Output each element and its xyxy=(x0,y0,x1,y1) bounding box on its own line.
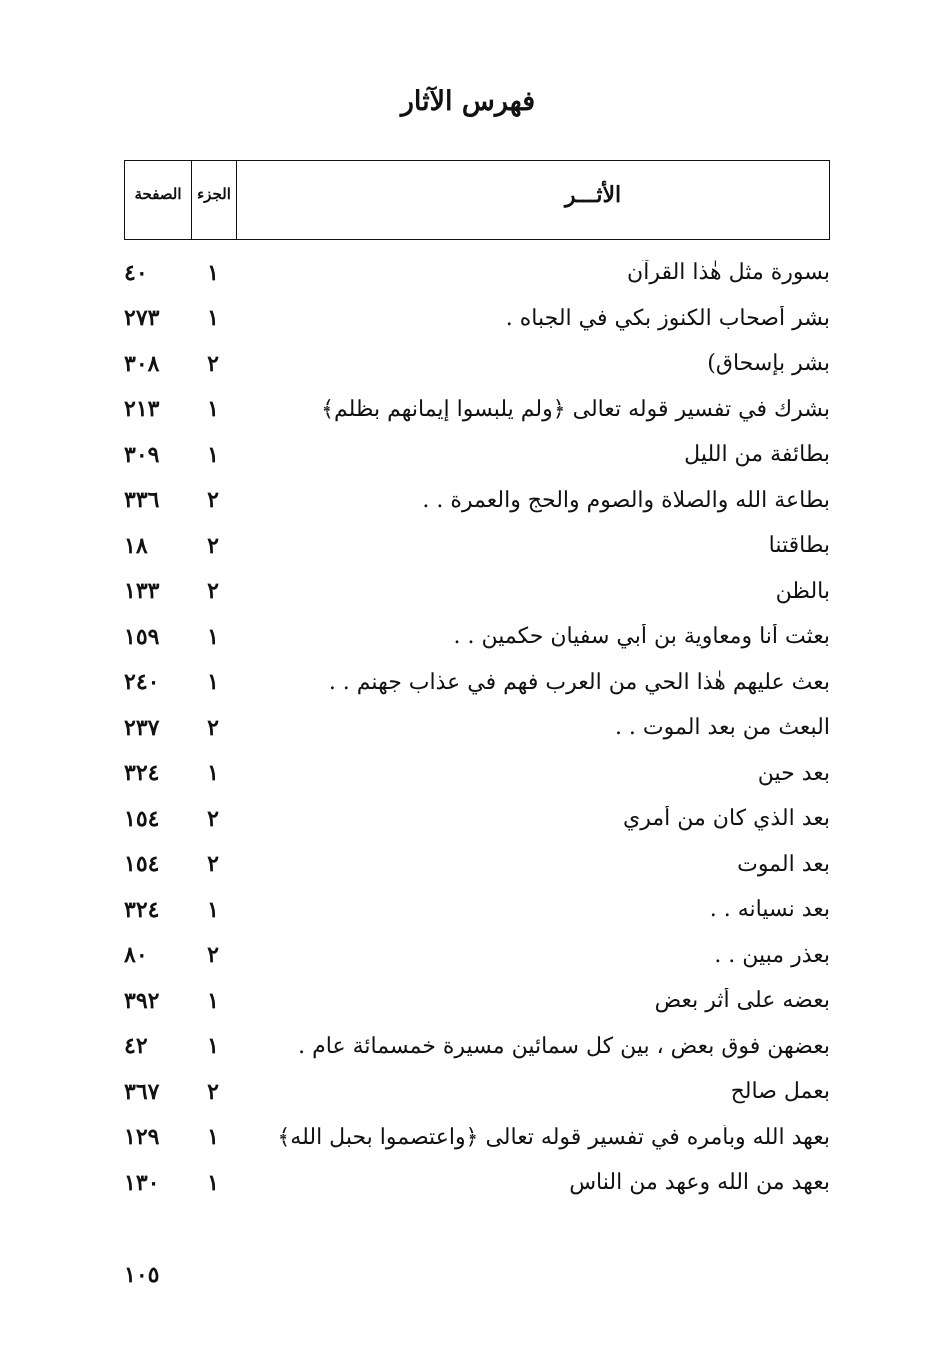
page-number: ١٠٥ xyxy=(124,1262,160,1288)
entry-page: ٣٠٩ xyxy=(124,441,160,468)
entry-page: ١٢٩ xyxy=(124,1124,160,1151)
entry-juz: ٢ xyxy=(207,805,219,832)
entry-juz: ١ xyxy=(207,305,219,332)
table-row xyxy=(124,1115,830,1161)
entry-text: بسورة مثل هٰذا القرآن xyxy=(627,260,830,286)
entry-text: بعد نسيانه . . xyxy=(709,897,830,923)
entry-juz: ٢ xyxy=(207,1078,219,1105)
entry-juz: ١ xyxy=(207,1033,219,1060)
entry-text: البعث من بعد الموت . . xyxy=(614,715,830,741)
entry-text: بعذر مبين . . xyxy=(714,942,830,968)
column-header-juz: الجزء xyxy=(191,161,237,239)
entry-juz: ١ xyxy=(207,441,219,468)
entry-text: بعثت أنا ومعاوية بن أبي سفيان حكمين . . xyxy=(453,624,830,650)
table-row xyxy=(124,478,830,524)
table-row xyxy=(124,1069,830,1115)
entry-page: ٢٧٣ xyxy=(124,305,160,332)
entry-juz: ٢ xyxy=(207,942,219,969)
entry-juz: ١ xyxy=(207,669,219,696)
entry-juz: ٢ xyxy=(207,532,219,559)
entry-juz: ١ xyxy=(207,760,219,787)
entry-page: ١٣٣ xyxy=(124,578,160,605)
page-title: فهرس الآثار xyxy=(400,86,536,117)
entry-text: بطاعة الله والصلاة والصوم والحج والعمرة . . xyxy=(422,487,830,513)
table-row xyxy=(124,296,830,342)
entry-page: ٢٣٧ xyxy=(124,714,160,741)
entry-page: ٨٠ xyxy=(124,942,148,969)
entry-text: بعمل صالح xyxy=(730,1079,830,1105)
entry-page: ٣٢٤ xyxy=(124,760,160,787)
entry-page: ٢١٣ xyxy=(124,396,160,423)
entry-page: ٤٠ xyxy=(124,259,148,286)
entry-juz: ١ xyxy=(207,1124,219,1151)
entry-juz: ١ xyxy=(207,259,219,286)
entry-page: ١٨ xyxy=(124,532,148,559)
column-header-athar: الأثـــر xyxy=(564,182,622,208)
table-row xyxy=(124,751,830,797)
column-header-page: الصفحة xyxy=(134,185,182,203)
entry-page: ١٥٤ xyxy=(124,805,160,832)
entry-juz: ٢ xyxy=(207,851,219,878)
entry-juz: ٢ xyxy=(207,487,219,514)
entry-text: بعهد من الله وعهد من الناس xyxy=(569,1170,830,1196)
entry-text: بعد حين xyxy=(757,760,830,786)
table-row xyxy=(124,250,830,296)
table-header xyxy=(124,160,830,240)
table-row xyxy=(124,660,830,706)
entry-text: بالظن xyxy=(775,578,830,604)
entry-page: ٤٢ xyxy=(124,1033,148,1060)
table-row xyxy=(124,1024,830,1070)
entry-page: ٢٤٠ xyxy=(124,669,160,696)
entry-page: ٣٠٨ xyxy=(124,350,160,377)
table-row xyxy=(124,614,830,660)
table-row xyxy=(124,796,830,842)
entry-text: بعد الموت xyxy=(737,851,830,877)
table-row xyxy=(124,432,830,478)
entry-text: بشر بإسحاق) xyxy=(707,351,830,377)
table-row xyxy=(124,705,830,751)
table-row xyxy=(124,1160,830,1206)
entry-juz: ٢ xyxy=(207,714,219,741)
entry-juz: ١ xyxy=(207,987,219,1014)
index-entries xyxy=(124,250,830,1206)
entry-juz: ١ xyxy=(207,1169,219,1196)
entry-text: بشرك في تفسير قوله تعالى ﴿ولم يلبسوا إيمانهم بظلم﴾ xyxy=(321,396,830,422)
entry-juz: ٢ xyxy=(207,578,219,605)
entry-page: ١٥٩ xyxy=(124,623,160,650)
entry-text: بعضهن فوق بعض ، بين كل سمائين مسيرة خمسمائة عام . xyxy=(298,1033,830,1059)
entry-page: ١٣٠ xyxy=(124,1169,160,1196)
table-row xyxy=(124,978,830,1024)
entry-juz: ١ xyxy=(207,623,219,650)
table-row xyxy=(124,523,830,569)
entry-text: بطاقتنا xyxy=(768,533,830,559)
entry-page: ٣٢٤ xyxy=(124,896,160,923)
table-row xyxy=(124,387,830,433)
entry-text: بطائفة من الليل xyxy=(684,442,830,468)
table-row xyxy=(124,341,830,387)
table-row xyxy=(124,887,830,933)
entry-text: بعهد الله وبأمره في تفسير قوله تعالى ﴿واعتصموا بحبل الله﴾ xyxy=(277,1124,830,1150)
entry-page: ١٥٤ xyxy=(124,851,160,878)
entry-juz: ١ xyxy=(207,896,219,923)
entry-text: بشر أصحاب الكنوز بكي في الجباه . xyxy=(505,305,830,331)
entry-page: ٣٣٦ xyxy=(124,487,160,514)
entry-text: بعضه على أثر بعض xyxy=(654,988,830,1014)
table-row xyxy=(124,842,830,888)
entry-page: ٣٦٧ xyxy=(124,1078,160,1105)
entry-page: ٣٩٢ xyxy=(124,987,160,1014)
table-row xyxy=(124,933,830,979)
table-row xyxy=(124,569,830,615)
entry-juz: ١ xyxy=(207,396,219,423)
entry-juz: ٢ xyxy=(207,350,219,377)
entry-text: بعد الذي كان من أمري xyxy=(623,806,830,832)
entry-text: بعث عليهم هٰذا الحي من العرب فهم في عذاب جهنم . . xyxy=(328,669,830,695)
